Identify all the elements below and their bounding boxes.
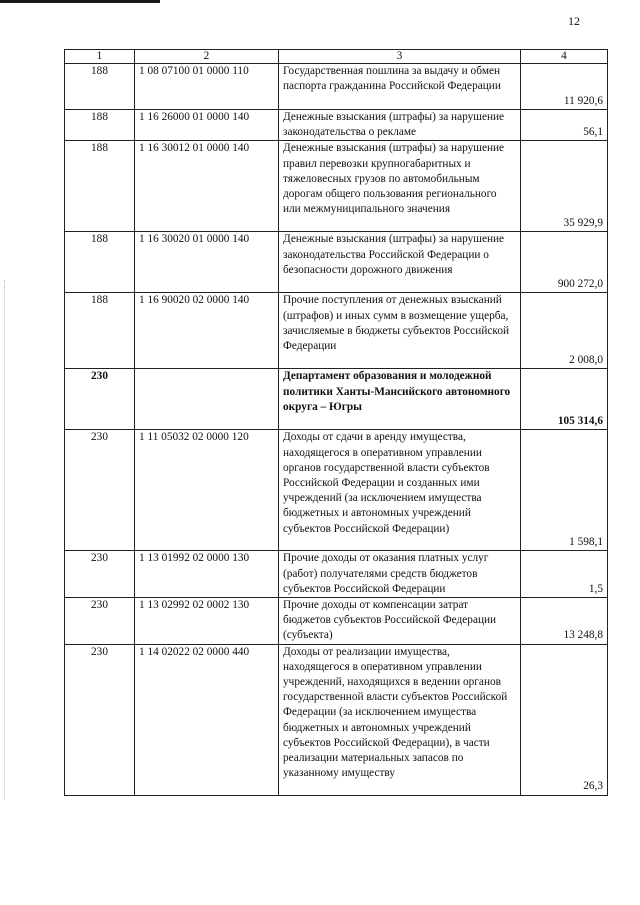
department-name-cell: [279, 369, 521, 430]
revenue-name-cell: [279, 644, 521, 795]
revenue-code-cell: 1 16 30020 01 0000 140: [135, 232, 279, 293]
revenue-table: [64, 49, 608, 796]
admin-code-cell: 230: [65, 369, 135, 430]
table-row: [65, 232, 608, 293]
sum-cell: 2 008,0: [521, 293, 608, 369]
table-body: [65, 64, 608, 796]
scan-artifact-bar: [0, 0, 160, 3]
header-col-2: 2: [135, 50, 279, 64]
revenue-name-cell: [279, 430, 521, 551]
table-row: [65, 141, 608, 232]
revenue-code-cell: 1 13 01992 02 0000 130: [135, 551, 279, 598]
revenue-code-cell: 1 13 02992 02 0002 130: [135, 598, 279, 645]
admin-code-cell: 188: [65, 141, 135, 232]
admin-code-cell: 230: [65, 598, 135, 645]
revenue-name-text: Денежные взыскания (штрафы) за нарушение законодательства Российской Федерации о безопасности дорожного движения: [283, 233, 505, 276]
table-row: [65, 598, 608, 645]
sum-cell: 900 272,0: [521, 232, 608, 293]
revenue-name-text: Прочие поступления от денежных взысканий (штрафов) и иных сумм в возмещение ущерба, зачисляемые в бюджеты субъектов Российской Федерации: [283, 294, 510, 353]
revenue-name-cell: [279, 551, 521, 598]
admin-code-cell: 230: [65, 644, 135, 795]
sum-cell: 1,5: [521, 551, 608, 598]
sum-cell: 26,3: [521, 644, 608, 795]
revenue-name-text: Доходы от сдачи в аренду имущества, находящегося в оперативном управлении органов государственной власти субъектов Российской Федерации и созданных ими учреждений (за исключением имущества бюджетных и автономных учреждений субъектов Российской Федерации): [283, 431, 490, 535]
sum-cell: 35 929,9: [521, 141, 608, 232]
revenue-code-cell: 1 16 90020 02 0000 140: [135, 293, 279, 369]
revenue-name-cell: [279, 232, 521, 293]
header-row: [65, 50, 608, 64]
revenue-name-cell: [279, 293, 521, 369]
revenue-code-cell: 1 16 26000 01 0000 140: [135, 110, 279, 141]
revenue-code-cell: 1 16 30012 01 0000 140: [135, 141, 279, 232]
page-number: 12: [568, 14, 580, 28]
header-col-1: 1: [65, 50, 135, 64]
department-name-text: Департамент образования и молодежной политики Ханты-Мансийского автономного округа – Югры: [283, 370, 511, 413]
admin-code-cell: 230: [65, 551, 135, 598]
sum-cell: 105 314,6: [521, 369, 608, 430]
table-row-department: [65, 369, 608, 430]
revenue-name-text: Государственная пошлина за выдачу и обмен паспорта гражданина Российской Федерации: [283, 65, 501, 93]
revenue-name-cell: [279, 141, 521, 232]
header-col-3: 3: [279, 50, 521, 64]
admin-code-cell: 188: [65, 293, 135, 369]
sum-cell: 13 248,8: [521, 598, 608, 645]
admin-code-cell: 230: [65, 430, 135, 551]
revenue-name-cell: [279, 598, 521, 645]
revenue-name-text: Денежные взыскания (штрафы) за нарушение правил перевозки крупногабаритных и тяжеловесных грузов по автомобильным дорогам общего пользования регионального или межмуниципального значения: [283, 142, 505, 216]
revenue-code-cell: [135, 369, 279, 430]
revenue-name-text: Денежные взыскания (штрафы) за нарушение законодательства о рекламе: [283, 111, 505, 139]
admin-code-cell: 188: [65, 110, 135, 141]
sum-cell: 56,1: [521, 110, 608, 141]
revenue-name-text: Прочие доходы от оказания платных услуг (работ) получателями средств бюджетов субъектов Российской Федерации: [283, 552, 489, 595]
header-col-4: 4: [521, 50, 608, 64]
revenue-code-cell: 1 08 07100 01 0000 110: [135, 64, 279, 110]
scan-artifact-edge: [4, 280, 6, 800]
sum-cell: 1 598,1: [521, 430, 608, 551]
revenue-name-text: Прочие доходы от компенсации затрат бюджетов субъектов Российской Федерации (субъекта): [283, 599, 497, 642]
revenue-name-cell: [279, 110, 521, 141]
table-row: [65, 293, 608, 369]
table-row: [65, 551, 608, 598]
revenue-code-cell: 1 14 02022 02 0000 440: [135, 644, 279, 795]
revenue-code-cell: 1 11 05032 02 0000 120: [135, 430, 279, 551]
table-header: [65, 50, 608, 64]
revenue-name-text: Доходы от реализации имущества, находящегося в оперативном управлении учреждений, находящихся в ведении органов государственной власти субъектов Российской Федерации (за исключением имущества бюджетных и автономных учреждений субъектов Российской Федерации), в части реализации материальных запасов по указанному имуществу: [283, 645, 508, 780]
sum-cell: 11 920,6: [521, 64, 608, 110]
admin-code-cell: 188: [65, 232, 135, 293]
admin-code-cell: 188: [65, 64, 135, 110]
table-row: [65, 644, 608, 795]
revenue-name-cell: [279, 64, 521, 110]
table-row: [65, 64, 608, 110]
table-row: [65, 430, 608, 551]
table-row: [65, 110, 608, 141]
